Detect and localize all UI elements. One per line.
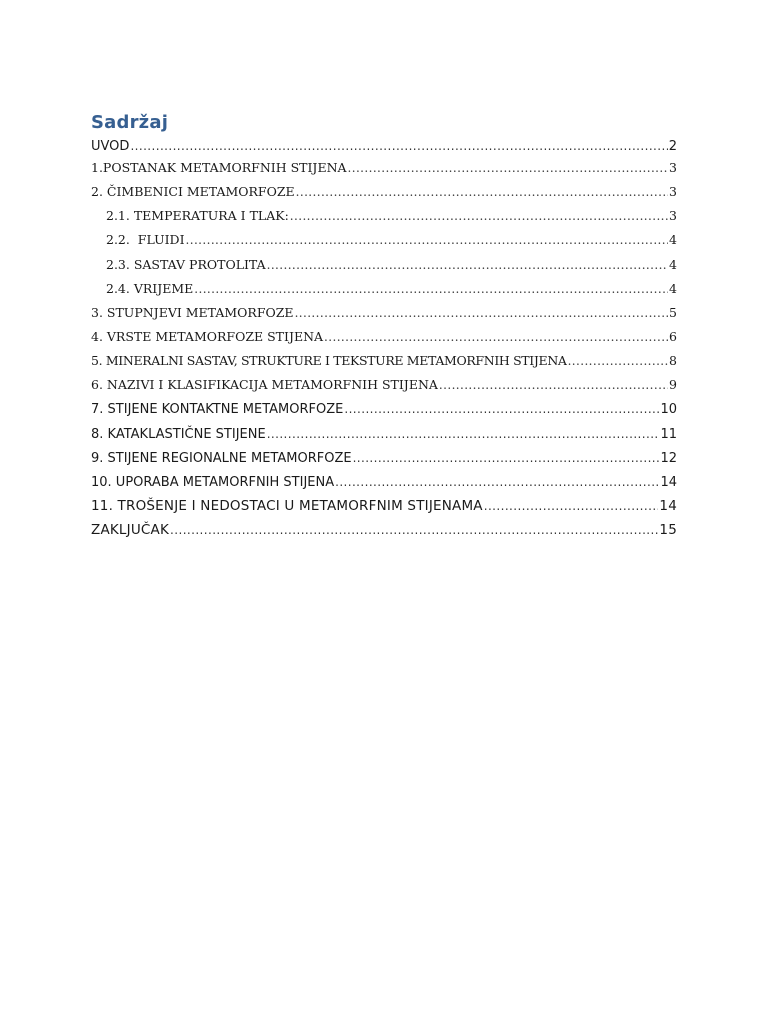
toc-entry-4[interactable] — [91, 326, 677, 350]
toc-entry-label: 2.1. TEMPERATURA I TLAK: — [106, 208, 289, 224]
toc-entry-page: 14 — [660, 474, 677, 490]
dot-leader — [484, 495, 659, 517]
dot-leader — [568, 350, 668, 372]
toc-entry-label: 3. STUPNJEVI METAMORFOZE — [91, 304, 294, 320]
toc-entry-7[interactable] — [91, 398, 677, 422]
toc-entry-page: 8 — [669, 353, 677, 369]
dot-leader — [335, 471, 659, 494]
toc-entry-page: 2 — [668, 139, 677, 154]
toc-entry-2[interactable] — [91, 181, 677, 205]
toc-entry-5[interactable] — [91, 350, 677, 374]
toc-entry-page: 6 — [669, 328, 677, 344]
dot-leader — [295, 302, 668, 324]
toc-entry-label: 4. VRSTE METAMORFOZE STIJENA — [91, 328, 324, 344]
toc-entry-page: 12 — [660, 450, 677, 466]
toc-entry-3[interactable] — [91, 302, 677, 326]
toc-entry-label: 1.POSTANAK METAMORFNIH STIJENA — [91, 160, 347, 175]
dot-leader — [296, 181, 668, 203]
toc-entry-6[interactable] — [91, 374, 677, 398]
toc-entry-2-2[interactable] — [91, 229, 677, 253]
toc-entry-label: ZAKLJUČAK — [91, 522, 170, 539]
toc-entry-9[interactable] — [91, 447, 677, 471]
toc-entry-2-3[interactable] — [91, 254, 677, 278]
toc-entry-1[interactable] — [91, 157, 677, 181]
toc-entry-2-4[interactable] — [91, 278, 677, 302]
toc-entry-page: 4 — [669, 280, 677, 296]
toc-entry-label: 10. UPORABA METAMORFNIH STIJENA — [91, 474, 335, 490]
toc-entry-page: 4 — [669, 256, 677, 272]
toc-entry-page: 3 — [669, 184, 677, 200]
toc-entry-label: 7. STIJENE KONTAKTNE METAMORFOZE — [91, 402, 344, 418]
toc-entry-page: 3 — [669, 208, 677, 224]
toc-entry-label: 9. STIJENE REGIONALNE METAMORFOZE — [91, 450, 352, 466]
dot-leader — [194, 278, 668, 300]
toc-entry-uvod[interactable] — [91, 135, 677, 157]
toc-entry-page: 4 — [669, 232, 677, 248]
toc-entry-label: 2.4. VRIJEME — [106, 280, 194, 296]
toc-entry-page: 15 — [659, 522, 677, 539]
toc-entry-label: 2.2. FLUIDI — [106, 232, 185, 248]
toc-entry-10[interactable] — [91, 471, 677, 495]
dot-leader — [439, 374, 668, 396]
dot-leader — [324, 326, 668, 348]
toc-entry-page: 3 — [669, 160, 677, 175]
table-of-contents — [91, 135, 677, 543]
toc-entry-label: 5. MINERALNI SASTAV, STRUKTURE I TEKSTURE METAMORFNIH STIJENA — [91, 353, 567, 369]
dot-leader — [130, 135, 667, 157]
dot-leader — [170, 519, 658, 541]
toc-entry-page: 11 — [660, 426, 677, 442]
dot-leader — [290, 205, 668, 227]
toc-entry-page: 5 — [669, 304, 677, 320]
toc-entry-label: UVOD — [91, 139, 130, 154]
dot-leader — [267, 254, 668, 276]
toc-title: Sadržaj — [91, 112, 169, 133]
toc-entry-page: 10 — [660, 402, 677, 418]
toc-entry-8[interactable] — [91, 423, 677, 447]
toc-entry-label: 8. KATAKLASTIČNE STIJENE — [91, 426, 266, 442]
toc-entry-label: 11. TROŠENJE I NEDOSTACI U METAMORFNIM STIJENAMA — [91, 497, 483, 514]
toc-entry-page: 9 — [669, 377, 677, 393]
dot-leader — [267, 423, 660, 446]
toc-entry-11[interactable] — [91, 495, 677, 519]
dot-leader — [344, 398, 659, 421]
toc-entry-2-1[interactable] — [91, 205, 677, 229]
dot-leader — [186, 229, 669, 251]
dot-leader — [353, 447, 660, 470]
dot-leader — [348, 157, 669, 179]
toc-entry-page: 14 — [659, 497, 677, 514]
toc-entry-label: 2.3. SASTAV PROTOLITA — [106, 256, 266, 272]
toc-entry-zakljucak[interactable] — [91, 519, 677, 543]
toc-entry-label: 2. ČIMBENICI METAMORFOZE — [91, 184, 295, 200]
toc-entry-label: 6. NAZIVI I KLASIFIKACIJA METAMORFNIH STIJENA — [91, 377, 438, 393]
